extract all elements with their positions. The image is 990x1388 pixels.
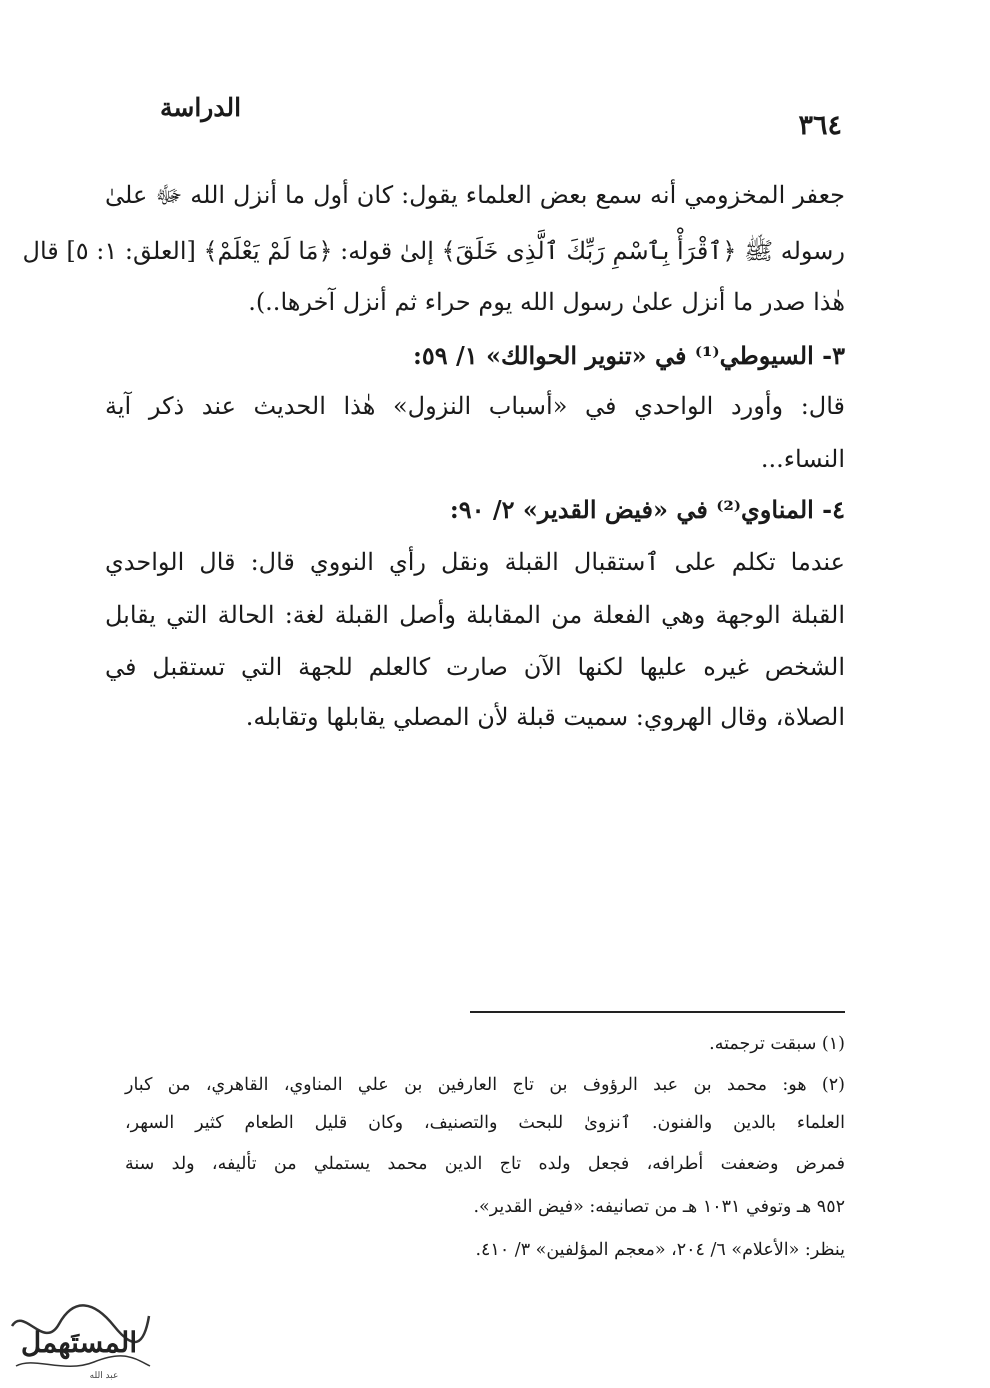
footnote-2-line: فمرض وضعفت أطرافه، فجعل ولده تاج الدين محمد يستملي من تأليفه، ولد سنة — [125, 1154, 845, 1174]
footnote-2-line: ينظر: «الأعلام» ٦/ ٢٠٤، «معجم المؤلفين» ٣/ ٤١٠. — [475, 1240, 845, 1260]
body-line: قال: وأورد الواحدي في «أسباب النزول» هٰذا الحديث عند ذكر آية — [105, 392, 845, 420]
seal-small-text: عبد الله — [89, 1371, 119, 1381]
body-line: الصلاة، وقال الهروي: سميت قبلة لأن المصلي يقابلها وتقابله. — [245, 703, 845, 731]
footnote-2: (٢) هو: محمد بن عبد الرؤوف بن تاج العارفين بن علي المناوي، القاهري، من كبار — [125, 1075, 845, 1095]
body-line: الشخص غيره عليها لكنها الآن صارت كالعلم للجهة التي تستقبل في — [105, 653, 845, 681]
body-line: القبلة الوجهة وهي الفعلة من المقابلة وأصل القبلة لغة: الحالة التي يقابل — [105, 601, 846, 629]
running-title: الدراسة — [160, 93, 242, 122]
watermark-seal — [4, 1296, 154, 1382]
body-line: جعفر المخزومي أنه سمع بعض العلماء يقول: كان أول ما أنزل الله ﷻ علىٰ — [105, 181, 845, 209]
footnote-divider — [470, 1011, 845, 1013]
body-line: هٰذا صدر ما أنزل علىٰ رسول الله يوم حراء ثم أنزل آخرها..). — [248, 288, 845, 316]
section-heading-3: ٣- السيوطي⁽¹⁾ في «تنوير الحوالك» ١/ ٥٩: — [412, 341, 845, 370]
footnote-2-line: العلماء بالدين والفنون. ٱنزوىٰ للبحث والتصنيف، وكان قليل الطعام كثير السهر، — [125, 1113, 845, 1133]
body-line: رسوله ﷺ ﴿ٱقْرَأْ بِٱسْمِ رَبِّكَ ٱلَّذِى خَلَقَ﴾ إلىٰ قوله: ﴿مَا لَمْ يَعْلَمْ﴾ [العلق: ١: ٥] قال — [22, 237, 845, 265]
body-line: النساء... — [760, 445, 845, 473]
footnote-1: (١) سبقت ترجمته. — [709, 1034, 845, 1054]
seal-text: المستَهمل — [20, 1326, 138, 1359]
page-number: ٣٦٤ — [798, 110, 842, 141]
body-line: عندما تكلم على ٱستقبال القبلة ونقل رأي النووي قال: قال الواحدي — [105, 548, 845, 576]
footnote-2-line: ٩٥٢ هـ وتوفي ١٠٣١ هـ من تصانيفه: «فيض القدير». — [473, 1197, 845, 1217]
section-heading-4: ٤- المناوي⁽²⁾ في «فيض القدير» ٢/ ٩٠: — [449, 495, 845, 524]
